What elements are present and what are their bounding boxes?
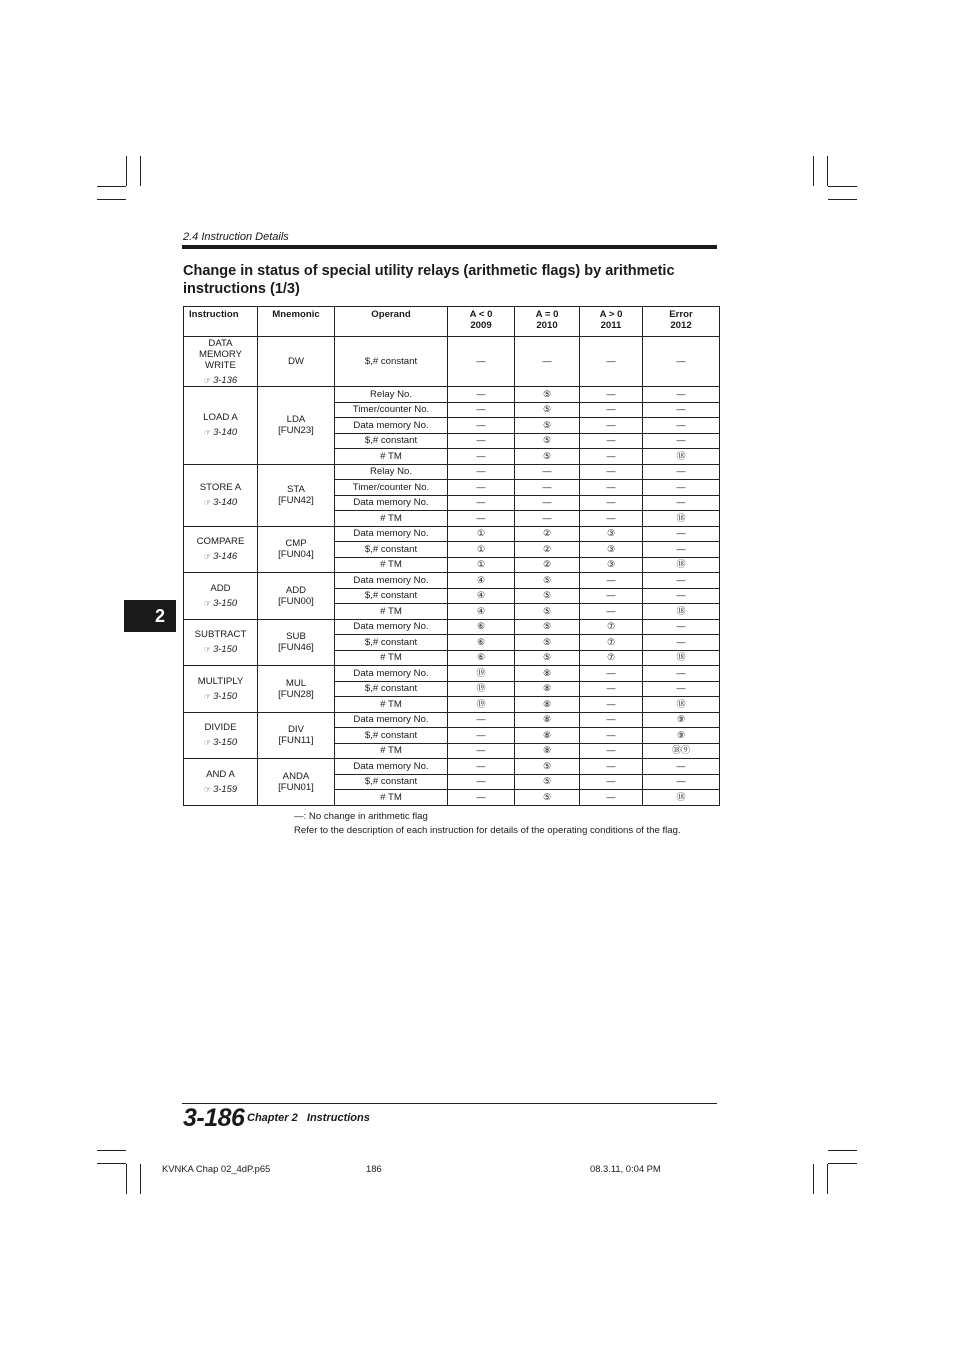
page-reference-icon: ☞ [203,552,212,562]
flag-cell: ⑨ [643,712,720,728]
flag-cell: — [643,681,720,697]
flag-cell: ④ [448,588,515,604]
section-label: 2.4 Instruction Details [183,231,289,243]
flag-cell: ⑱ [643,697,720,713]
flag-cell: ⑧ [515,697,580,713]
flag-cell: ⑤ [515,604,580,620]
mnemonic-text: [FUN42] [278,495,314,506]
crop-mark [140,1164,141,1194]
flag-cell: — [515,495,580,511]
header-relay-number: 2011 [600,320,622,331]
crop-mark [813,156,814,186]
instruction-cell [184,619,258,666]
header-label: Error [669,309,693,320]
page-reference-number: 3-150 [213,736,238,748]
flag-cell: — [580,402,643,418]
flag-cell: — [448,712,515,728]
mnemonic-text: [FUN01] [278,781,314,793]
section-divider [182,245,717,249]
page-reference-number: 3-150 [213,596,238,608]
table-row [184,464,720,480]
flag-cell: ⑱ [643,511,720,527]
flag-cell: — [643,619,720,635]
header-relay-number: 2009 [470,320,492,331]
header-a-less-than-zero [448,307,515,337]
chapter-tab [124,600,176,632]
flag-cell: — [580,464,643,480]
flag-cell: ⑱ [643,557,720,573]
flag-cell: — [643,402,720,418]
flag-cell: ③ [580,542,643,558]
flag-cell: ⑥ [448,650,515,666]
flag-cell: — [448,480,515,496]
operand-cell: Data memory No. [335,495,448,511]
flag-cell: — [580,337,643,387]
operand-cell: # TM [335,650,448,666]
flag-cell: — [580,774,643,790]
note-line: Refer to the description of each instruction for details of the operating conditions of the flag. [294,825,681,836]
flag-cell: ⑤ [515,774,580,790]
table-header-row [184,307,720,337]
flag-cell: — [580,573,643,589]
table-notes [294,810,681,838]
page-reference[interactable] [186,736,255,748]
instruction-cell [184,759,258,806]
operand-cell: $,# constant [335,681,448,697]
header-error [643,307,720,337]
flag-cell: ⑲ [448,681,515,697]
mnemonic-text: [FUN00] [278,595,314,607]
page-reference[interactable] [186,426,255,438]
flag-cell: ⑤ [515,650,580,666]
table-row [184,619,720,635]
crop-mark [827,156,828,186]
table-body [184,337,720,806]
header-a-equals-zero [515,307,580,337]
page-reference[interactable] [186,374,255,386]
flag-cell: — [448,774,515,790]
page-reference[interactable] [186,783,255,795]
mnemonic-text: ADD [285,584,307,596]
operand-cell: $,# constant [335,542,448,558]
flag-cell: — [580,511,643,527]
page-reference-icon: ☞ [203,498,212,507]
flag-cell: ② [515,526,580,542]
page-reference-number: 3-150 [213,643,238,655]
mnemonic-cell [258,464,335,526]
page-reference-icon: ☞ [203,784,212,794]
page-number: 3-186 [183,1104,245,1132]
crop-mark [97,1150,126,1151]
header-label: A < 0 [469,309,493,320]
flag-cell: ⑤ [515,790,580,806]
flag-cell: — [580,418,643,434]
mnemonic-cell [258,619,335,666]
flag-cell: — [643,433,720,449]
page-reference-icon: ☞ [203,645,212,655]
flag-cell: ⑤ [515,449,580,465]
flag-cell: ⑦ [580,650,643,666]
instruction-name: DIVIDE [204,722,237,734]
flag-cell: ⑤ [515,619,580,635]
footer-chapter: Chapter 2 Instructions [247,1112,370,1124]
header-mnemonic: Mnemonic [258,307,335,337]
instruction-name: LOAD A [203,412,238,424]
flag-cell: — [643,387,720,403]
flag-cell: — [448,464,515,480]
flag-cell: — [580,604,643,620]
mnemonic-cell [258,712,335,759]
operand-cell: $,# constant [335,728,448,744]
chapter-tab-number: 2 [154,605,165,626]
instruction-name: COMPARE [196,536,245,548]
mnemonic-cell [258,666,335,713]
page-reference[interactable] [186,690,255,702]
page-reference-number: 3-136 [213,373,238,385]
flag-cell: ⑱ [643,650,720,666]
operand-cell: Data memory No. [335,418,448,434]
crop-mark [828,1150,857,1151]
crop-mark [97,1163,126,1164]
page-reference-number: 3-146 [213,550,238,562]
instruction-name: ADD [210,582,231,594]
flag-cell: — [643,495,720,511]
mnemonic-text: DW [288,356,304,367]
flag-cell: ⑲ [448,697,515,713]
flag-cell: — [643,480,720,496]
flag-cell: ⑱ [643,449,720,465]
flag-cell: ⑱⑨ [643,743,720,759]
flag-cell: — [643,635,720,651]
operand-cell: # TM [335,449,448,465]
flag-cell: — [448,418,515,434]
flag-cell: — [580,666,643,682]
mnemonic-text: [FUN11] [278,735,314,747]
operand-cell: # TM [335,743,448,759]
table-row [184,526,720,542]
mnemonic-text: [FUN23] [278,425,314,437]
table-row [184,712,720,728]
operand-cell: $,# constant [335,337,448,387]
flag-cell: — [580,480,643,496]
operand-cell: Timer/counter No. [335,480,448,496]
page-reference-icon: ☞ [203,598,212,608]
instruction-cell [184,666,258,713]
flag-cell: — [580,433,643,449]
crop-mark [827,1164,828,1194]
flag-cell: ④ [448,604,515,620]
header-instruction: Instruction [184,307,258,337]
page-reference-icon: ☞ [203,428,212,438]
operand-cell: $,# constant [335,774,448,790]
header-relay-number: 2010 [536,320,558,331]
flag-cell: ⑤ [515,573,580,589]
crop-mark [813,1164,814,1194]
flag-cell: — [515,337,580,387]
flag-cell: — [448,759,515,775]
flag-cell: — [643,418,720,434]
flag-cell: — [643,464,720,480]
table-row [184,759,720,775]
mnemonic-text: [FUN04] [278,549,314,561]
flag-cell: ⑧ [515,728,580,744]
mnemonic-text: MUL [285,677,307,689]
instruction-name: AND A [206,768,235,780]
header-relay-number: 2012 [670,320,692,331]
mnemonic-text: STA [287,484,305,495]
header-operand: Operand [335,307,448,337]
flag-cell: — [580,759,643,775]
instruction-name: MULTIPLY [197,675,244,687]
flag-cell: — [580,712,643,728]
page-reference[interactable] [186,496,255,508]
flag-cell: — [448,743,515,759]
operand-cell: Relay No. [335,464,448,480]
mnemonic-cell [258,387,335,465]
operand-cell: Data memory No. [335,666,448,682]
flag-cell: ⑦ [580,619,643,635]
flag-cell: ⑤ [515,759,580,775]
flag-cell: ⑤ [515,635,580,651]
crop-mark [97,199,126,200]
flag-cell: — [580,681,643,697]
flag-cell: — [580,743,643,759]
operand-cell: Relay No. [335,387,448,403]
instruction-cell [184,337,258,387]
instruction-name: WRITE [205,359,236,371]
flag-cell: — [580,697,643,713]
page-reference-icon: ☞ [203,375,212,385]
instruction-name: STORE A [199,482,242,493]
header-label: A > 0 [599,309,623,320]
crop-mark [97,186,126,187]
crop-mark [828,199,857,200]
operand-cell: # TM [335,511,448,527]
mnemonic-text: LDA [286,414,306,426]
crop-mark [828,1163,857,1164]
flag-cell: — [580,387,643,403]
flag-cell: ⑤ [515,387,580,403]
flag-cell: ② [515,542,580,558]
flag-cell: — [448,337,515,387]
mnemonic-cell [258,573,335,620]
flag-cell: — [448,433,515,449]
flag-cell: — [643,588,720,604]
print-file-name: KVNKA Chap 02_4dP.p65 [162,1163,271,1174]
table-row [184,666,720,682]
flag-cell: — [515,480,580,496]
flag-cell: ② [515,557,580,573]
page-title: Change in status of special utility relays (arithmetic flags) by arithmetic instructions (1/3) [183,263,675,297]
flag-cell: — [580,728,643,744]
mnemonic-text: SUB [286,631,306,643]
crop-mark [140,156,141,186]
operand-cell: Data memory No. [335,526,448,542]
flag-cell: — [448,387,515,403]
flag-cell: ⑤ [515,402,580,418]
flag-cell: ⑧ [515,712,580,728]
flag-cell: — [580,790,643,806]
flag-cell: — [643,337,720,387]
mnemonic-text: [FUN28] [278,688,314,700]
page-reference-number: 3-140 [213,426,238,438]
instruction-cell [184,712,258,759]
flag-cell: ③ [580,557,643,573]
flag-cell: ⑱ [643,790,720,806]
page-reference[interactable] [186,597,255,609]
page-reference-number: 3-150 [213,689,238,701]
header-a-greater-than-zero [580,307,643,337]
flag-cell: — [448,790,515,806]
flag-cell: ⑨ [643,728,720,744]
footer-divider [182,1103,717,1104]
operand-cell: # TM [335,604,448,620]
flag-cell: ① [448,526,515,542]
instruction-cell [184,464,258,526]
mnemonic-cell [258,759,335,806]
page-reference-number: 3-140 [213,496,238,507]
mnemonic-text: [FUN46] [278,642,314,654]
operand-cell: # TM [335,557,448,573]
flag-cell: — [448,449,515,465]
page-reference[interactable] [186,550,255,562]
flag-cell: ① [448,557,515,573]
flag-cell: — [448,728,515,744]
flag-cell: ⑤ [515,588,580,604]
flag-cell: — [643,573,720,589]
table-row [184,387,720,403]
flag-cell: ⑱ [643,604,720,620]
instruction-cell [184,387,258,465]
flag-cell: ⑲ [448,666,515,682]
flag-cell: — [448,495,515,511]
flag-cell: — [580,495,643,511]
flag-cell: ① [448,542,515,558]
operand-cell: $,# constant [335,635,448,651]
instruction-cell [184,573,258,620]
print-date: 08.3.11, 0:04 PM [590,1163,661,1174]
flag-cell: — [580,588,643,604]
operand-cell: Data memory No. [335,619,448,635]
flag-cell: ⑤ [515,433,580,449]
page-reference-number: 3-159 [213,782,238,794]
operand-cell: $,# constant [335,588,448,604]
flag-cell: ⑥ [448,619,515,635]
table-row [184,573,720,589]
instruction-cell [184,526,258,573]
mnemonic-text: CMP [285,538,307,550]
operand-cell: Timer/counter No. [335,402,448,418]
flag-cell: ⑧ [515,666,580,682]
arithmetic-flags-table [183,306,720,806]
mnemonic-text: ANDA [282,770,310,782]
note-line: —: No change in arithmetic flag [294,811,428,822]
mnemonic-cell [258,526,335,573]
flag-cell: — [643,666,720,682]
flag-cell: — [448,511,515,527]
operand-cell: $,# constant [335,433,448,449]
mnemonic-cell [258,337,335,387]
page-reference-icon: ☞ [203,738,212,748]
flag-cell: ④ [448,573,515,589]
flag-cell: ⑧ [515,743,580,759]
flag-cell: ⑧ [515,681,580,697]
flag-cell: ③ [580,526,643,542]
flag-cell: — [515,511,580,527]
flag-cell: ⑥ [448,635,515,651]
instruction-name: MEMORY [199,348,242,360]
operand-cell: Data memory No. [335,712,448,728]
flag-cell: ⑤ [515,418,580,434]
header-label: A = 0 [535,309,559,320]
mnemonic-text: DIV [288,724,304,736]
page-reference-icon: ☞ [203,691,212,701]
operand-cell: # TM [335,697,448,713]
print-page-number: 186 [366,1163,382,1174]
crop-mark [828,186,857,187]
flag-cell: — [515,464,580,480]
table-row [184,337,720,387]
instruction-name: SUBTRACT [194,629,247,641]
flag-cell: — [643,542,720,558]
flag-cell: — [448,402,515,418]
crop-mark [126,156,127,186]
operand-cell: Data memory No. [335,759,448,775]
flag-cell: ⑦ [580,635,643,651]
flag-cell: — [580,449,643,465]
operand-cell: Data memory No. [335,573,448,589]
flag-cell: — [643,526,720,542]
flag-cell: — [643,759,720,775]
instruction-name: DATA [208,337,233,349]
operand-cell: # TM [335,790,448,806]
crop-mark [126,1164,127,1194]
flag-cell: — [643,774,720,790]
page-reference[interactable] [186,643,255,655]
